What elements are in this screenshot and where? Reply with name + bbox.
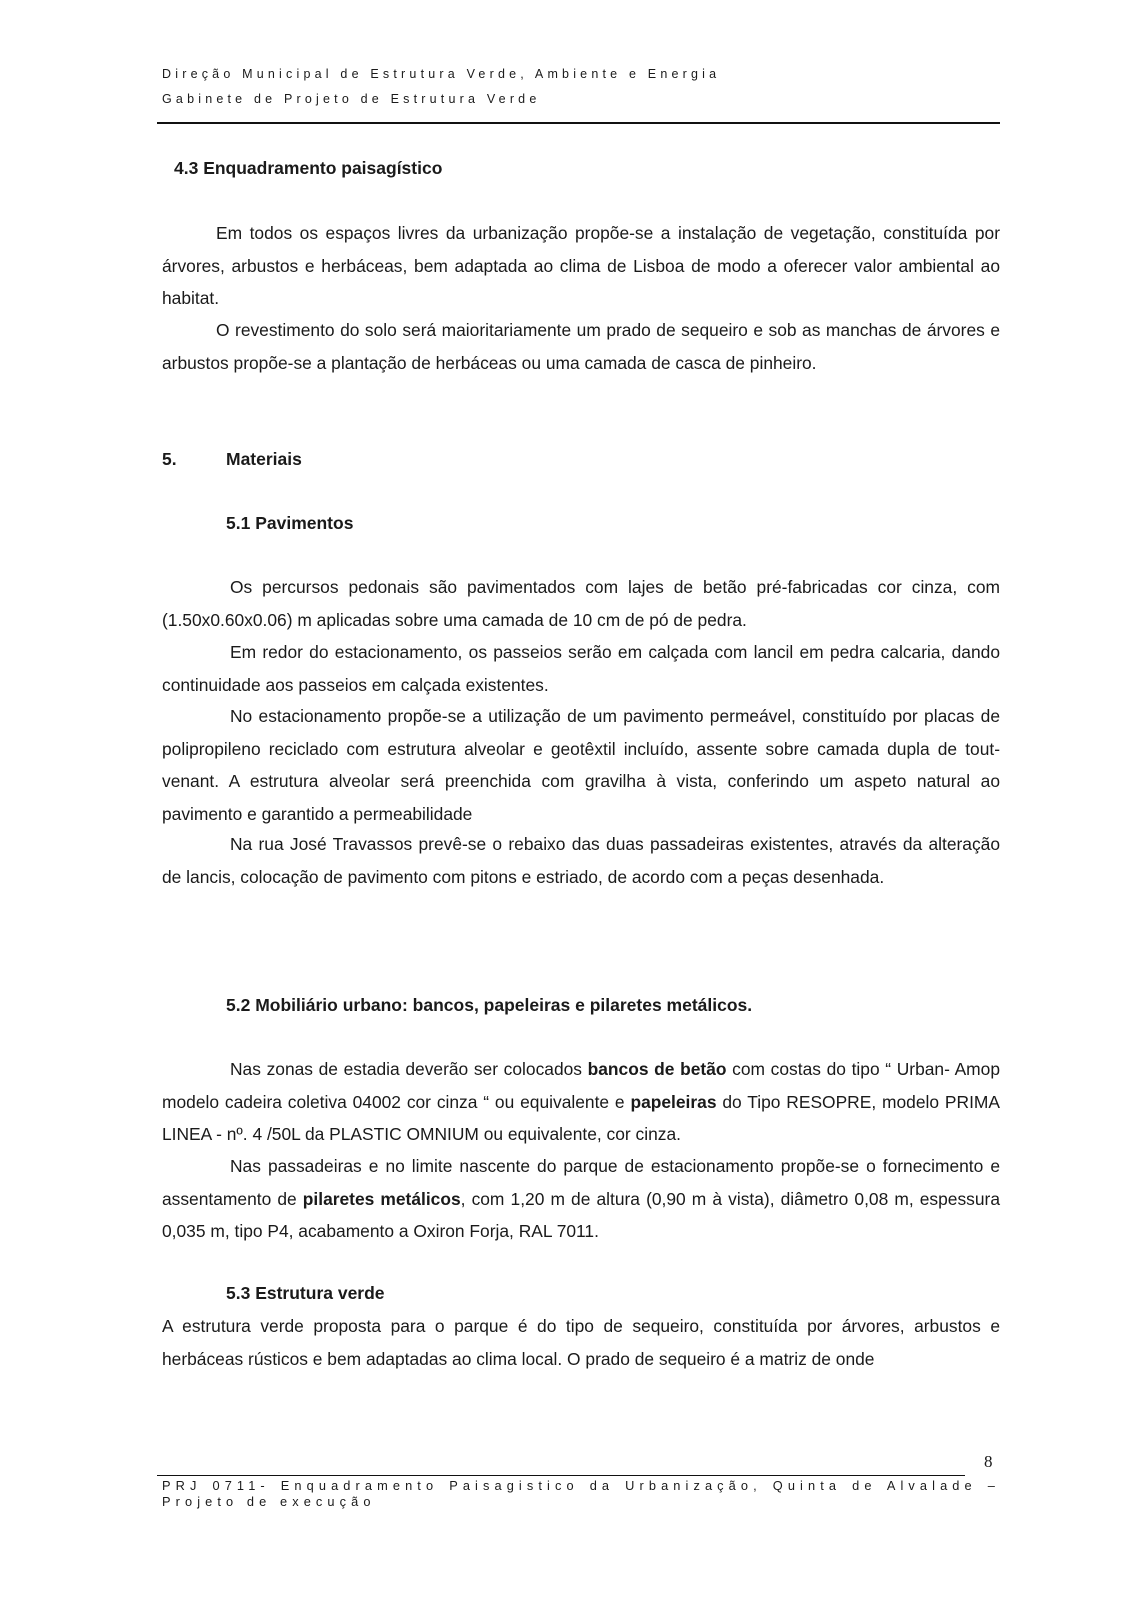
section-5-3-paragraph-1: A estrutura verde proposta para o parque é do tipo de sequeiro, constituída por árvores, arbustos e herbáceas rústicos e bem adaptadas ao clima local. O prado de sequeiro é a matriz de onde [162,1316,1000,1369]
section-5-2-paragraph-2 [162,1150,1000,1248]
header-department: Direção Municipal de Estrutura Verde, Ambiente e Energia [162,67,721,81]
section-5-3-heading: 5.3 Estrutura verde [226,1283,385,1303]
section-5-1-heading: 5.1 Pavimentos [226,513,354,533]
text-run: , com 1,20 m de altura (0,90 m à vista), diâmetro 0,08 m, espessura 0,035 m, tipo P4, acabamento a Oxiron Forja, RAL 7011. [162,1188,1000,1242]
section-5-heading: Materiais [226,449,302,469]
section-4-3-paragraph-2: O revestimento do solo será maioritariamente um prado de sequeiro e sob as manchas de árvores e arbustos propõe-se a plantação de herbáceas ou uma camada de casca de pinheiro. [162,320,1000,373]
section-5-1-paragraph-1: Os percursos pedonais são pavimentados com lajes de betão pré-fabricadas cor cinza, com (1.50x0.60x0.06) m aplicadas sobre uma camada de 10 cm de pó de pedra. [162,577,1000,630]
section-5-2-heading: 5.2 Mobiliário urbano: bancos, papeleiras e pilaretes metálicos. [226,995,753,1015]
section-5-1-paragraph-2: Em redor do estacionamento, os passeios serão em calçada com lancil em pedra calcaria, dando continuidade aos passeios em calçada existentes. [162,642,1000,695]
text-run: Nas zonas de estadia deverão ser colocados [230,1059,588,1079]
section-5-1-paragraph-3: No estacionamento propõe-se a utilização de um pavimento permeável, constituído por placas de polipropileno reciclado com estrutura alveolar e geotêxtil incluído, assente sobre camada dupla de tout-venant. A estrutura alveolar será preenchida com gravilha à vista, conferindo um aspeto natural ao pavimento e garantido a permeabilidade [162,706,1000,824]
footer-project-title: PRJ 0711- Enquadramento Paisagistico da Urbanização, Quinta de Alvalade – Projeto de execução [162,1478,1000,1509]
bold-term-papeleiras: papeleiras [630,1091,717,1112]
header-office: Gabinete de Projeto de Estrutura Verde [162,92,541,106]
bold-term-pilaretes: pilaretes metálicos [302,1188,461,1209]
text-run: com costas do tipo “ Urban- Amop modelo cadeira coletiva 04002 cor cinza “ ou equivalente e [162,1059,1000,1112]
section-5-1-paragraph-4: Na rua José Travassos prevê-se o rebaixo das duas passadeiras existentes, através da alteração de lancis, colocação de pavimento com pitons e estriado, de acordo com a peças desenhada. [162,834,1000,887]
header-divider [157,122,1000,124]
section-5-2-paragraph-1 [162,1053,1000,1151]
footer-divider [157,1475,965,1476]
text-run: Nas passadeiras e no limite nascente do parque de estacionamento propõe-se o fornecimento e assentamento de [162,1156,1000,1209]
section-4-3-heading: 4.3 Enquadramento paisagístico [174,158,443,178]
section-5-number: 5. [162,449,177,469]
page-number: 8 [984,1452,993,1471]
text-run: do Tipo RESOPRE, modelo PRIMA LINEA - nº. 4 /50L da PLASTIC OMNIUM ou equivalente, cor cinza. [162,1091,1000,1145]
section-4-3-paragraph-1: Em todos os espaços livres da urbanização propõe-se a instalação de vegetação, constituída por árvores, arbustos e herbáceas, bem adaptada ao clima de Lisboa de modo a oferecer valor ambiental ao habitat. [162,223,1000,309]
bold-term-bancos: bancos de betão [587,1059,727,1079]
